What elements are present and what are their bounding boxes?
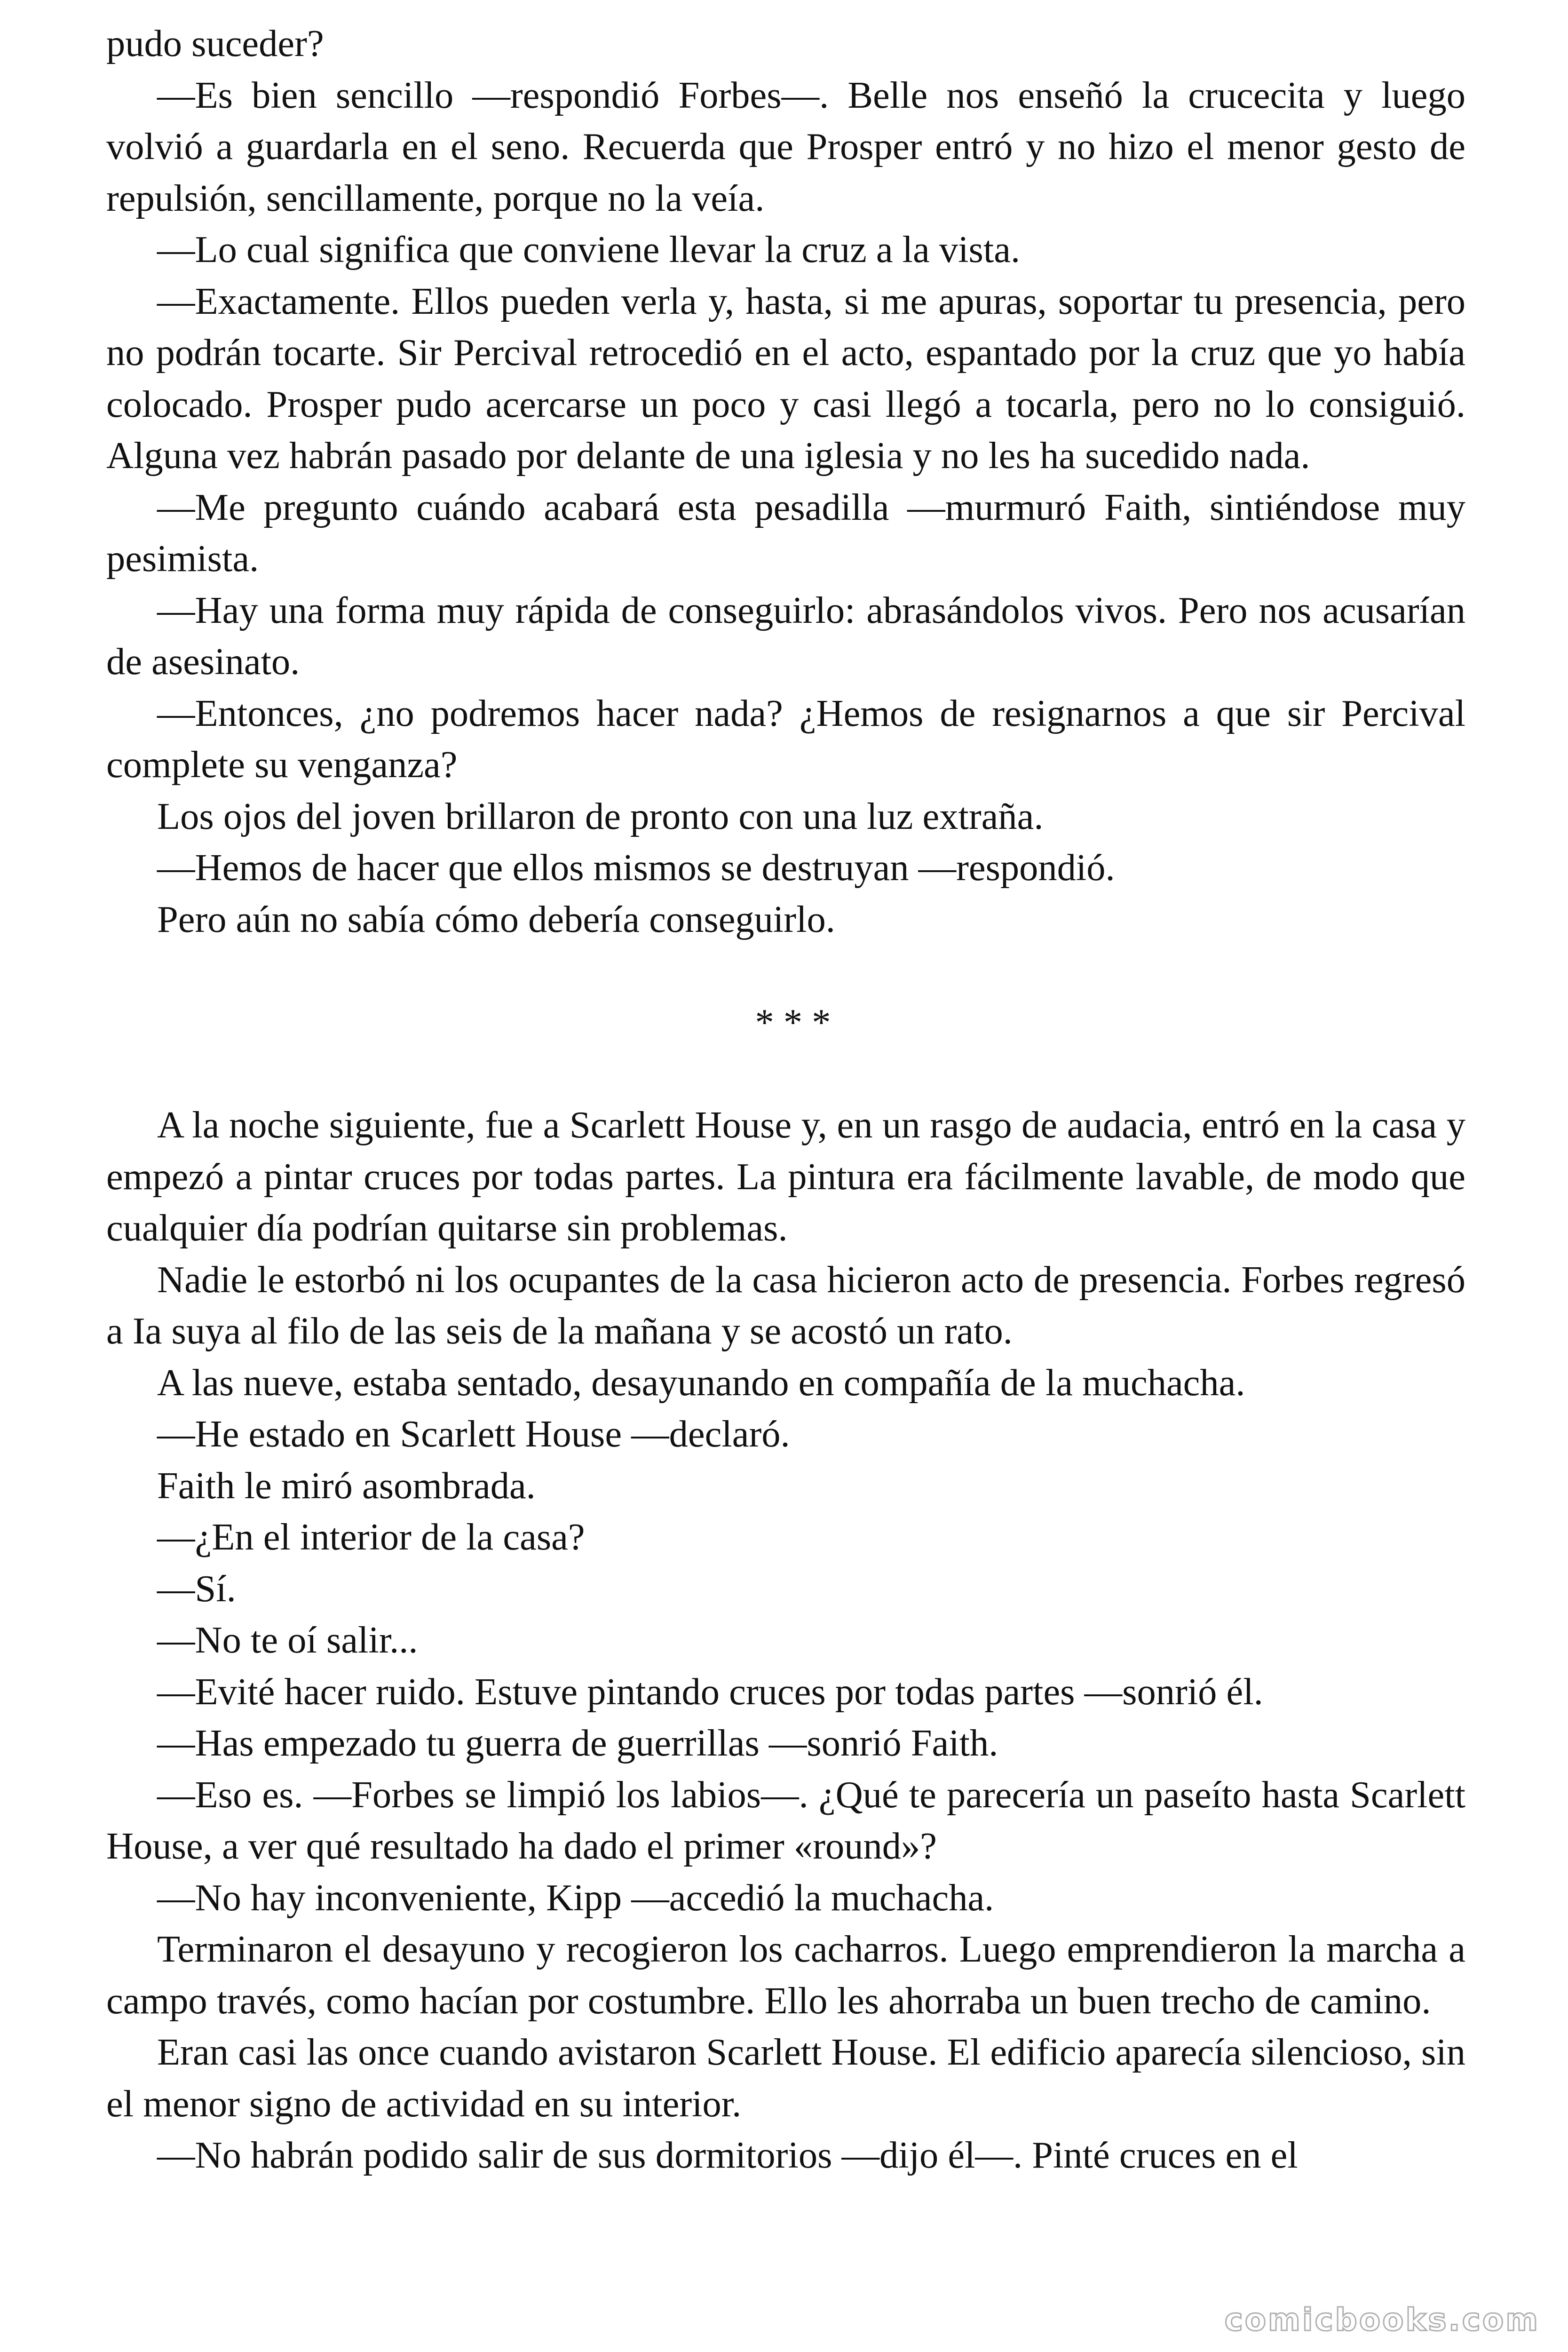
book-page <box>106 18 1465 2181</box>
paragraph: Terminaron el desayuno y recogieron los cacharros. Luego emprendieron la marcha a campo través, como hacían por costumbre. Ello les ahorraba un buen trecho de camino. <box>106 1928 1465 2022</box>
paragraph: Faith le miró asombrada. <box>157 1464 536 1507</box>
paragraph: —No hay inconveniente, Kipp —accedió la muchacha. <box>157 1876 994 1919</box>
paragraph: A la noche siguiente, fue a Scarlett House y, en un rasgo de audacia, entró en la casa y empezó a pintar cruces por todas partes. La pintura era fácilmente lavable, de modo que cualquier día podrían quitarse sin problemas. <box>106 1104 1465 1249</box>
paragraph: Nadie le estorbó ni los ocupantes de la casa hicieron acto de presencia. Forbes regresó a Ia suya al filo de las seis de la mañana y se acostó un rato. <box>106 1258 1465 1352</box>
paragraph: A las nueve, estaba sentado, desayunando en compañía de la muchacha. <box>157 1361 1245 1404</box>
paragraph: —Evité hacer ruido. Estuve pintando cruces por todas partes —sonrió él. <box>157 1670 1263 1713</box>
paragraph: —Hay una forma muy rápida de conseguirlo: abrasándolos vivos. Pero nos acusarían de asesinato. <box>106 589 1465 683</box>
paragraph: —No te oí salir... <box>157 1619 418 1661</box>
paragraph: Pero aún no sabía cómo debería conseguirlo. <box>157 898 835 940</box>
paragraph: —Lo cual significa que conviene llevar la cruz a la vista. <box>157 229 1021 270</box>
paragraph: —¿En el interior de la casa? <box>157 1516 585 1558</box>
section-separator: * * * <box>755 1001 831 1043</box>
paragraph: —No habrán podido salir de sus dormitorios —dijo él—. Pinté cruces en el <box>157 2134 1298 2176</box>
paragraph: Los ojos del joven brillaron de pronto con una luz extraña. <box>157 795 1044 837</box>
paragraph: —Me pregunto cuándo acabará esta pesadilla —murmuró Faith, sintiéndose muy pesimista. <box>106 486 1465 580</box>
paragraph: —Es bien sencillo —respondió Forbes—. Belle nos enseñó la crucecita y luego volvió a guardarla en el seno. Recuerda que Prosper entró y no hizo el menor gesto de repulsión, sencillamente, porque no la veía. <box>106 74 1465 219</box>
watermark: comicbooks.com <box>1224 2302 1540 2338</box>
paragraph: —Exactamente. Ellos pueden verla y, hasta, si me apuras, soportar tu presencia, pero no podrán tocarte. Sir Percival retrocedió en el acto, espantado por la cruz que yo había colocado. Prosper pudo acercarse un poco y casi llegó a tocarla, pero no lo consiguió. Alguna vez habrán pasado por delante de una iglesia y no les ha sucedido nada. <box>106 280 1465 477</box>
paragraph: —Entonces, ¿no podremos hacer nada? ¿Hemos de resignarnos a que sir Percival complete su venganza? <box>106 692 1465 786</box>
paragraph: pudo suceder? <box>106 23 324 64</box>
paragraph: Eran casi las once cuando avistaron Scarlett House. El edificio aparecía silencioso, sin el menor signo de actividad en su interior. <box>106 2031 1465 2125</box>
paragraph: —Has empezado tu guerra de guerrillas —sonrió Faith. <box>157 1722 998 1764</box>
paragraph: —Eso es. —Forbes se limpió los labios—. ¿Qué te parecería un paseíto hasta Scarlett House, a ver qué resultado ha dado el primer «round»? <box>106 1773 1465 1867</box>
paragraph: —Hemos de hacer que ellos mismos se destruyan —respondió. <box>157 847 1115 889</box>
paragraph: —Sí. <box>157 1567 236 1610</box>
paragraph: —He estado en Scarlett House —declaró. <box>157 1413 790 1455</box>
